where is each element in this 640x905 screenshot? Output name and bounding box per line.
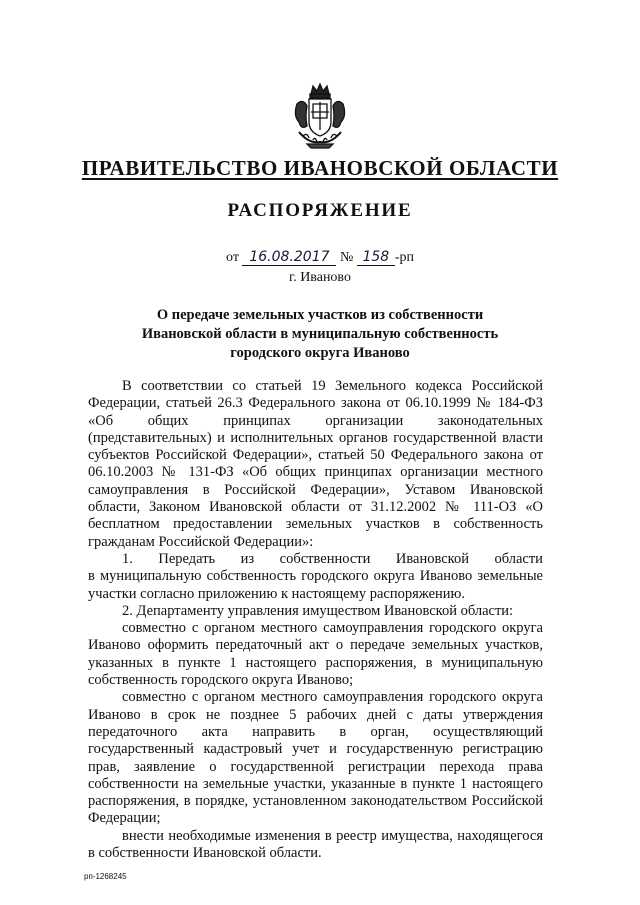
item-word: 1. xyxy=(122,550,133,567)
org-title: ПРАВИТЕЛЬСТВО ИВАНОВСКОЙ ОБЛАСТИ xyxy=(81,156,559,180)
document-number: 158 xyxy=(357,250,395,266)
item-word: из xyxy=(240,550,255,567)
from-label: от xyxy=(226,250,239,265)
item-2-paragraph: 2. Департаменту управления имуществом Ивановской области: xyxy=(122,602,514,619)
number-suffix: -рп xyxy=(394,250,414,265)
item-word: области xyxy=(494,550,543,567)
item-1-paragraph: в муниципальную собственность городского округа Иваново земельные участки согласно приложению к настоящему распоряжению. xyxy=(88,568,543,602)
document-date: 16.08.2017 xyxy=(242,250,336,266)
item-2a-paragraph: совместно с органом местного самоуправления городского округа Иваново оформить передаточный акт о передаче земельных участков, указанных в пункте 1 настоящего распоряжения, в муниципальную собственность городского округа Иваново; xyxy=(88,620,543,689)
item-word: собственности xyxy=(279,550,371,567)
item-2b-paragraph: совместно с органом местного самоуправления городского округа Иваново в срок не позднее 5 рабочих дней с даты утверждения передаточного акта направить в орган, осуществляющий государственный кадастровый учет и государственную регистрацию прав, заявление о государственной регистрации перехода права собственности на земельные участки, указанные в пункте 1 настоящего распоряжения, в порядке, установленном законодательством Российской Федерации; xyxy=(88,689,543,827)
item-word: Передать xyxy=(158,550,216,567)
item-1-first-line xyxy=(88,551,543,568)
coat-of-arms-emblem xyxy=(289,82,351,150)
subject-line: О передаче земельных участков из собственности xyxy=(156,307,484,323)
number-label: № xyxy=(339,250,354,265)
document-reference-code: рп-1268245 xyxy=(84,872,127,881)
date-number-line xyxy=(0,250,640,266)
document-body xyxy=(88,378,543,862)
item-2c-paragraph: внести необходимые изменения в реестр имущества, находящегося в собственности Ивановской области. xyxy=(88,827,543,862)
city: г. Иваново xyxy=(289,270,351,285)
item-word: Ивановской xyxy=(395,550,469,567)
document-type: РАСПОРЯЖЕНИЕ xyxy=(227,200,413,221)
subject-line: городского округа Иваново xyxy=(230,345,410,361)
preamble-paragraph: В соответствии со статьей 19 Земельного кодекса Российской Федерации, статьей 26.3 Федерального закона от 06.10.1999 № 184-ФЗ «Об общих принципах организации законодательных (представительных) и исполнительных органов государственной власти субъектов Российской Федерации», статьей 50 Федерального закона от 06.10.2003 № 131-ФЗ «Об общих принципах организации местного самоуправления в Российской Федерации», Уставом Ивановской области, Законом Ивановской области от 31.12.2002 № 111-ОЗ «О бесплатном предоставлении земельных участков в собственность гражданам Российской Федерации»: xyxy=(88,378,543,550)
subject-line: Ивановской области в муниципальную собственность xyxy=(141,326,499,342)
document-subject xyxy=(110,306,530,363)
